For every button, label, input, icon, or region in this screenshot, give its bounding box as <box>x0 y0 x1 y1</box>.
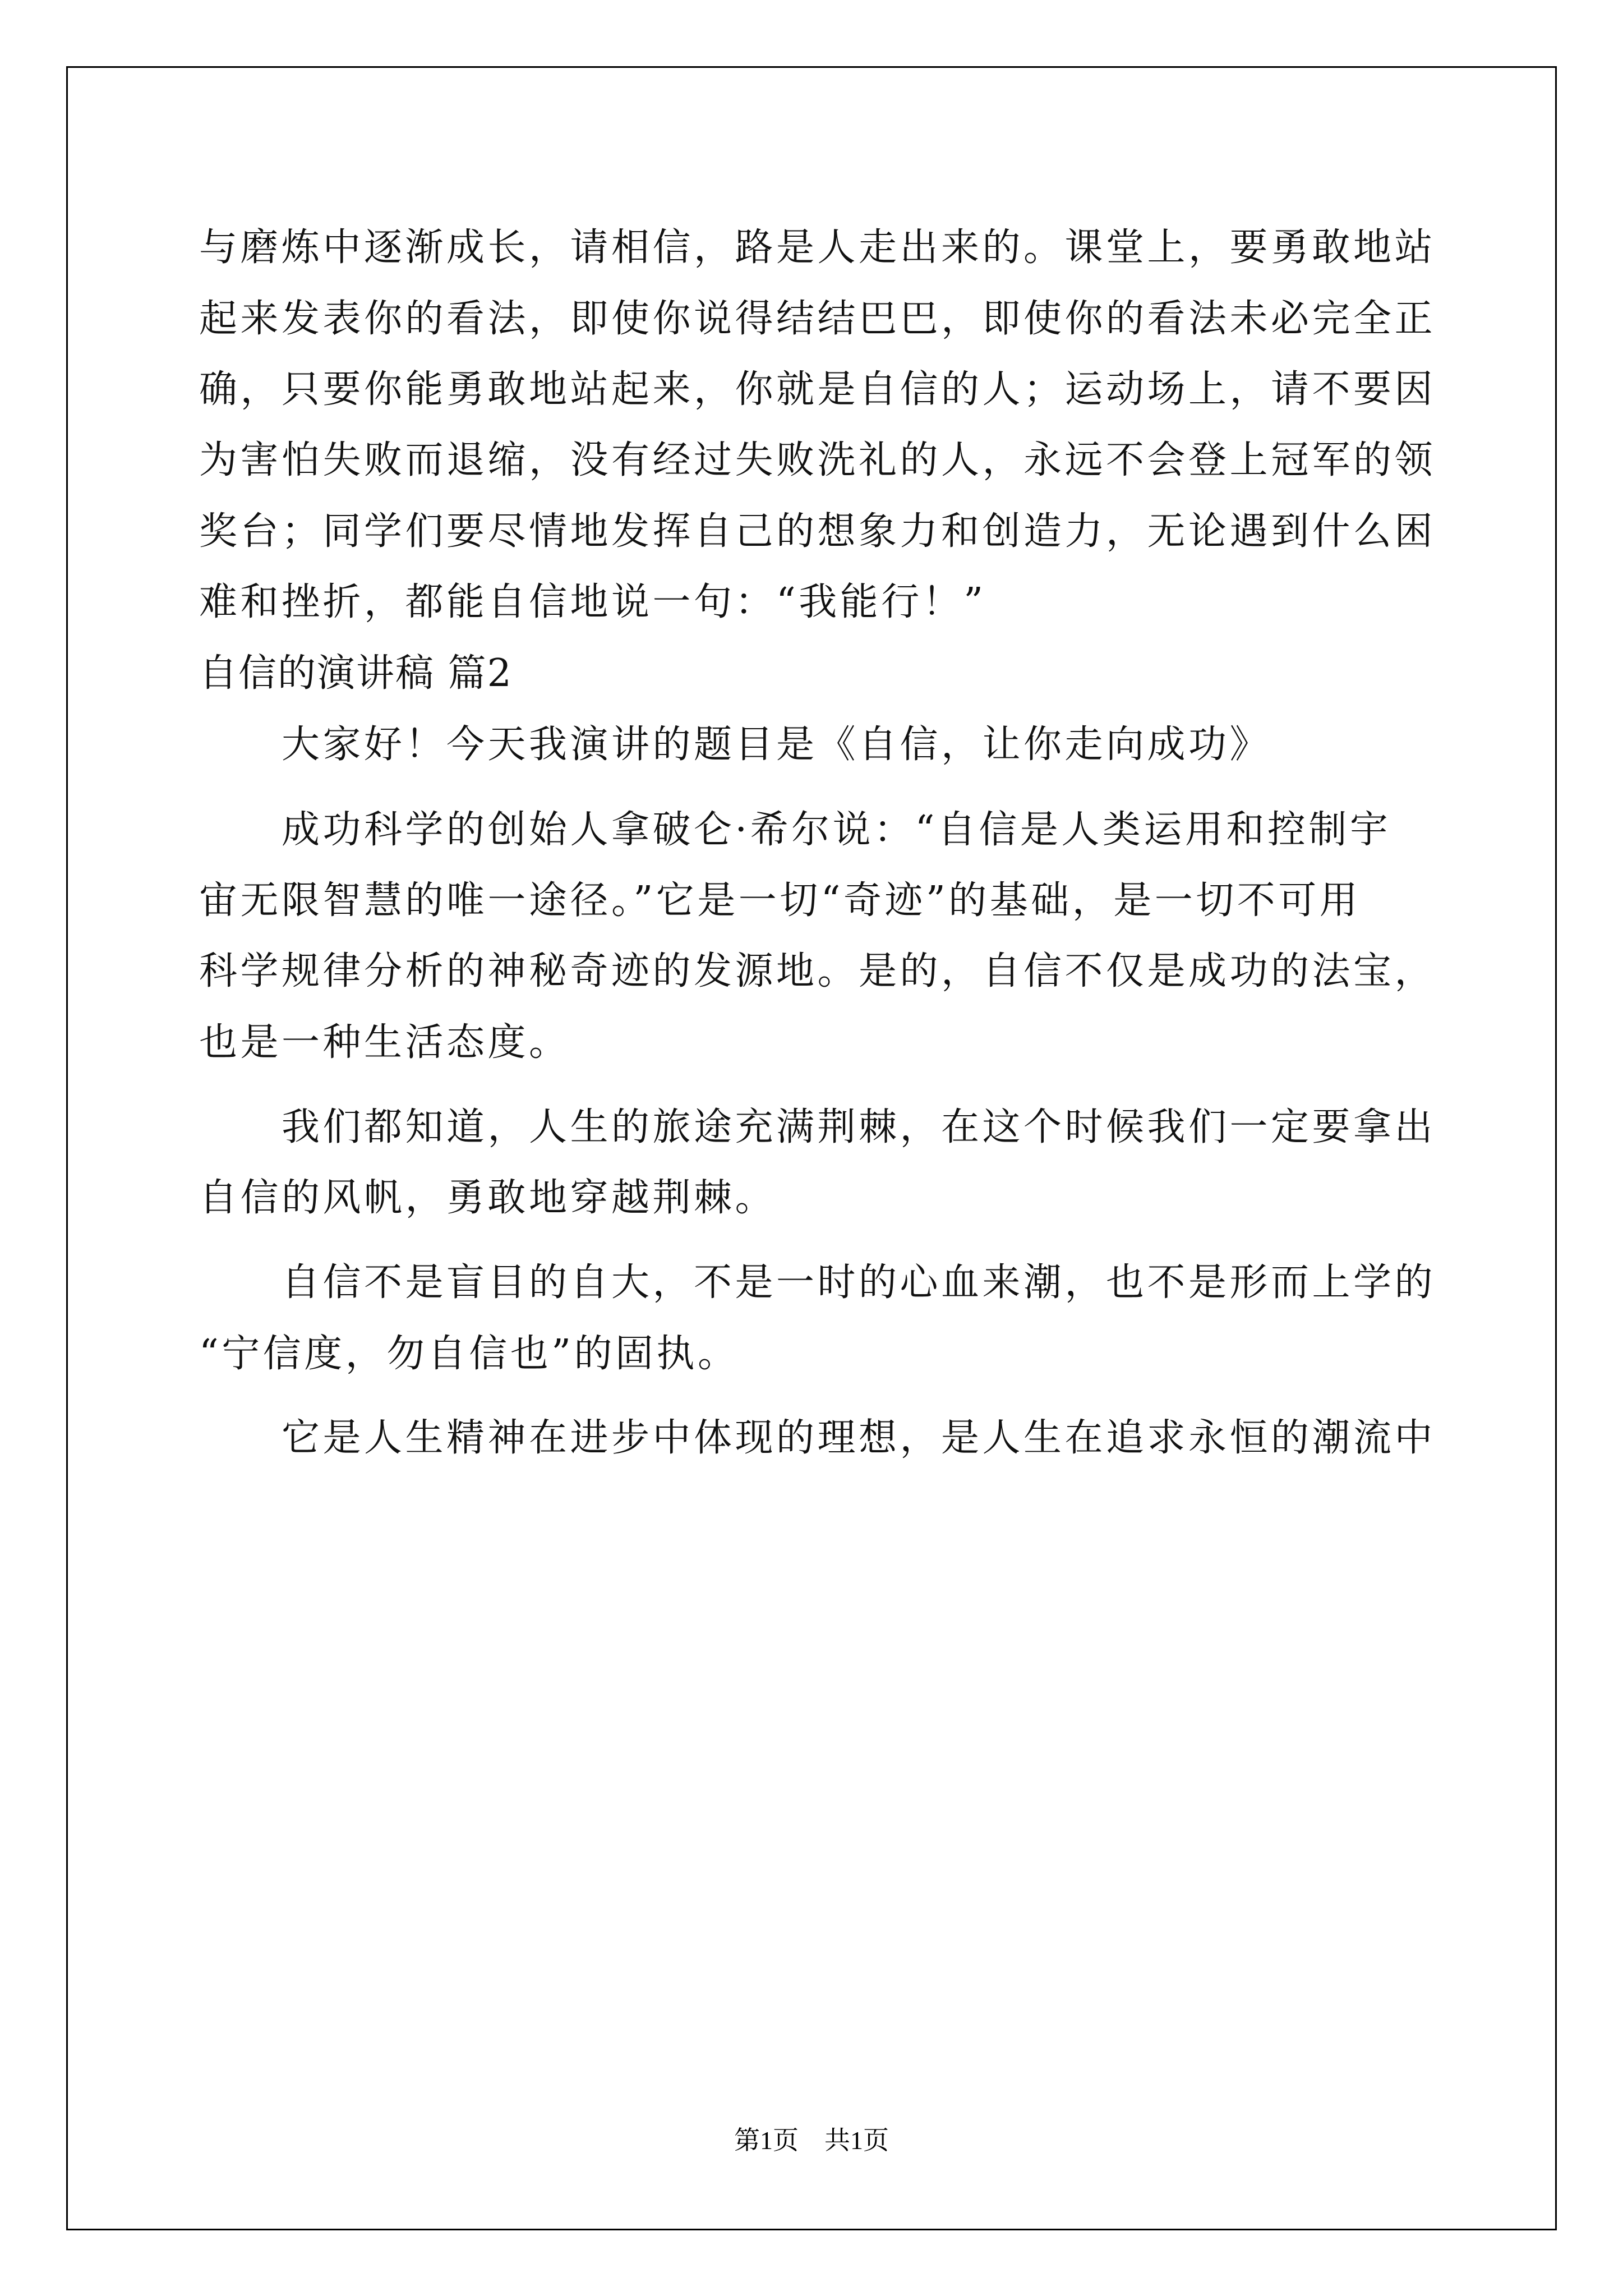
body-line: 确，只要你能勇敢地站起来，你就是自信的人；运动场上，请不要因 <box>199 367 1436 412</box>
body-line: 为害怕失败而退缩，没有经过失败洗礼的人，永远不会登上冠军的领 <box>199 438 1436 482</box>
body-line: “宁信度，勿自信也”的固执。 <box>199 1332 739 1376</box>
body-line: 奖台；同学们要尽情地发挥自己的想象力和创造力，无论遇到什么困 <box>199 509 1436 554</box>
body-line: 起来发表你的看法，即使你说得结结巴巴，即使你的看法未必完全正 <box>199 297 1436 341</box>
body-line: 科学规律分析的神秘奇迹的发源地。是的，自信不仅是成功的法宝， <box>199 949 1436 993</box>
body-line: 我们都知道，人生的旅途充满荆棘，在这个时候我们一定要拿出 <box>199 1105 1436 1149</box>
body-line: 宙无限智慧的唯一途径。”它是一切“奇迹”的基础，是一切不可用 <box>199 878 1361 923</box>
page-footer: 第1页 共1页 <box>734 2126 889 2155</box>
body-line: 与磨炼中逐渐成长，请相信，路是人走出来的。课堂上，要勇敢地站 <box>199 226 1436 270</box>
body-line: 难和挫折，都能自信地说一句：“我能行！” <box>199 580 986 624</box>
body-line: 自信不是盲目的自大，不是一时的心血来潮，也不是形而上学的 <box>199 1260 1436 1305</box>
section-heading: 自信的演讲稿 篇2 <box>199 651 513 696</box>
body-line: 大家好！今天我演讲的题目是《自信，让你走向成功》 <box>199 723 1271 767</box>
body-line: 成功科学的创始人拿破仑·希尔说：“自信是人类运用和控制宇 <box>199 808 1391 852</box>
body-line: 自信的风帆，勇敢地穿越荆棘。 <box>199 1176 777 1220</box>
body-line: 也是一种生活态度。 <box>199 1020 570 1065</box>
body-line: 它是人生精神在进步中体现的理想，是人生在追求永恒的潮流中 <box>199 1416 1436 1460</box>
